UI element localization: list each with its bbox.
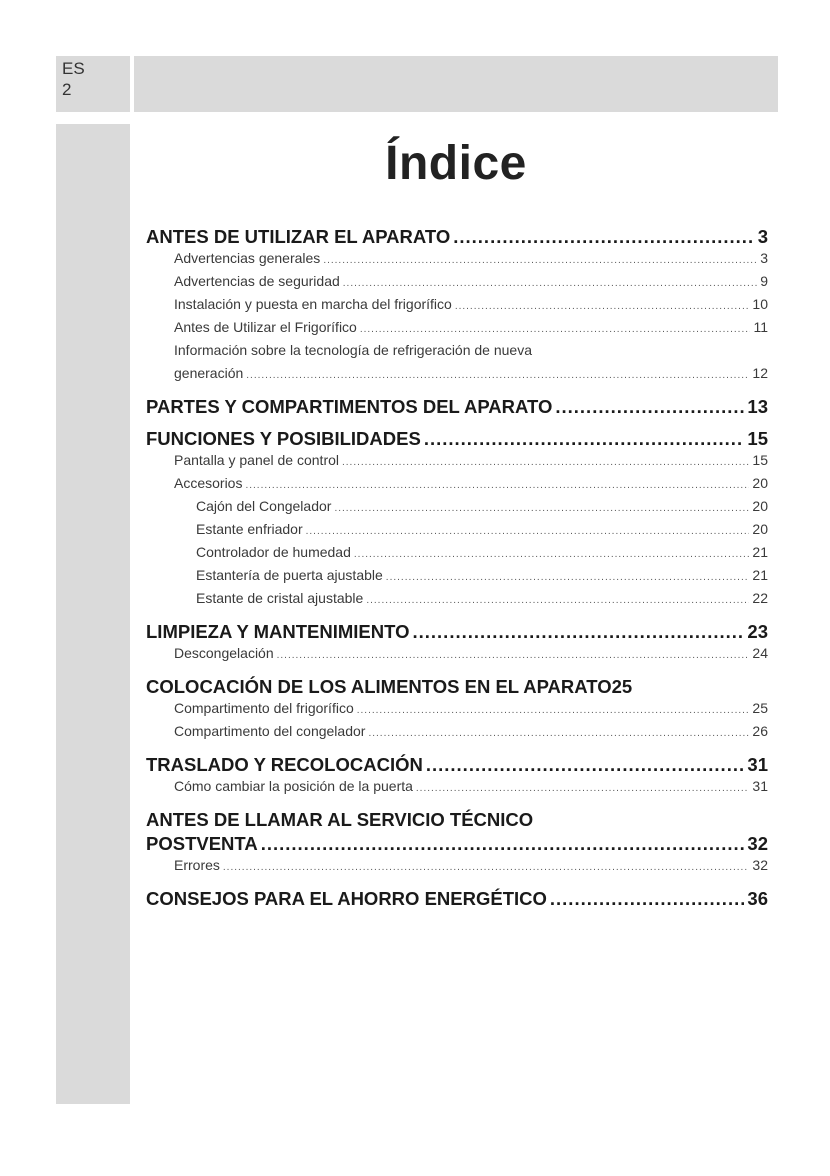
toc-leader <box>453 226 754 248</box>
toc-leader <box>555 396 744 418</box>
toc-page-number: 15 <box>752 452 768 468</box>
toc-leader <box>306 526 750 537</box>
toc-page-number: 15 <box>747 428 768 449</box>
toc-leader <box>360 324 751 335</box>
toc-entry[interactable] <box>146 723 768 746</box>
toc-section-label: COLOCACIÓN DE LOS ALIMENTOS EN EL APARATO <box>146 676 612 697</box>
toc-entry[interactable] <box>146 296 768 319</box>
toc-entry[interactable] <box>146 475 768 498</box>
toc-section-label: TRASLADO Y RECOLOCACIÓN <box>146 754 423 775</box>
toc-subentry-label: Cajón del Congelador <box>196 498 332 514</box>
toc-entry[interactable] <box>146 365 768 388</box>
toc-entry-label: Compartimento del congelador <box>174 723 366 739</box>
toc-section[interactable] <box>146 621 768 645</box>
toc-leader <box>412 621 744 643</box>
toc-page-number: 22 <box>752 590 768 606</box>
toc-section-label: POSTVENTA <box>146 833 258 854</box>
toc-section-wrapped-line[interactable]: ANTES DE LLAMAR AL SERVICIO TÉCNICO <box>146 809 534 830</box>
toc-subentry-label: Estante enfriador <box>196 521 303 537</box>
toc-section[interactable] <box>146 428 768 452</box>
toc-page-number: 32 <box>747 833 768 854</box>
toc-section[interactable] <box>146 833 768 857</box>
toc-section-label: LIMPIEZA Y MANTENIMIENTO <box>146 621 410 642</box>
toc-leader <box>323 255 757 266</box>
toc-leader <box>261 833 745 855</box>
toc-leader <box>416 783 750 794</box>
toc-page-number: 26 <box>752 723 768 739</box>
toc-page-number: 24 <box>752 645 768 661</box>
toc-entry-label: Cómo cambiar la posición de la puerta <box>174 778 413 794</box>
toc-entry-label: Errores <box>174 857 220 873</box>
toc-section[interactable] <box>146 676 768 700</box>
toc-entry[interactable] <box>146 700 768 723</box>
toc-page-number: 3 <box>757 226 768 247</box>
toc-page-number: 21 <box>752 544 768 560</box>
toc-leader <box>368 728 749 739</box>
toc-entry-label: Advertencias de seguridad <box>174 273 340 289</box>
toc-section[interactable] <box>146 754 768 778</box>
toc-subentry[interactable] <box>146 498 768 521</box>
toc-leader <box>455 301 750 312</box>
toc-entry-wrapped-line[interactable]: Información sobre la tecnología de refrigeración de nueva <box>174 342 532 358</box>
toc-leader <box>277 650 750 661</box>
toc-page-number: 23 <box>747 621 768 642</box>
toc-entry-label: Pantalla y panel de control <box>174 452 339 468</box>
toc-subentry[interactable] <box>146 521 768 544</box>
toc-leader <box>424 428 745 450</box>
toc-leader <box>342 457 749 468</box>
toc-subentry-label: Estante de cristal ajustable <box>196 590 364 606</box>
toc-section-label: CONSEJOS PARA EL AHORRO ENERGÉTICO <box>146 888 547 909</box>
toc-entry[interactable] <box>146 645 768 668</box>
toc-subentry[interactable] <box>146 544 768 567</box>
toc-subentry-label: Estantería de puerta ajustable <box>196 567 383 583</box>
toc-section-label: PARTES Y COMPARTIMENTOS DEL APARATO <box>146 396 553 417</box>
toc-page-number: 20 <box>752 475 768 491</box>
toc-leader <box>357 705 750 716</box>
toc-entry[interactable] <box>146 452 768 475</box>
toc-entry[interactable] <box>146 319 768 342</box>
toc-leader <box>354 549 750 560</box>
side-band <box>56 124 130 1104</box>
toc-entry-label: Advertencias generales <box>174 250 321 266</box>
toc-page-number: 11 <box>753 319 768 335</box>
page-number: 2 <box>62 80 72 99</box>
header-band <box>134 56 778 112</box>
page-title: Índice <box>385 137 527 190</box>
toc-leader <box>223 862 750 873</box>
toc-entry-label: Accesorios <box>174 475 243 491</box>
toc-entry[interactable] <box>146 857 768 880</box>
toc-entry[interactable] <box>146 250 768 273</box>
toc-page-number: 20 <box>752 498 768 514</box>
toc-page-number: 3 <box>760 250 768 266</box>
toc-page-number: 25 <box>611 676 633 697</box>
toc-page-number: 20 <box>752 521 768 537</box>
toc-leader <box>426 754 745 776</box>
toc-page-number: 31 <box>747 754 768 775</box>
table-of-contents <box>146 226 768 912</box>
toc-section[interactable] <box>146 226 768 250</box>
toc-entry-label: generación <box>174 365 244 381</box>
toc-entry[interactable] <box>146 273 768 296</box>
page-label <box>56 56 130 112</box>
toc-leader <box>386 572 750 583</box>
toc-page-number: 10 <box>752 296 768 312</box>
toc-leader <box>550 888 745 910</box>
toc-section-label: FUNCIONES Y POSIBILIDADES <box>146 428 421 449</box>
toc-leader <box>334 503 749 514</box>
toc-page-number: 13 <box>747 396 768 417</box>
toc-page-number: 21 <box>752 567 768 583</box>
toc-page-number: 12 <box>752 365 768 381</box>
toc-entry[interactable] <box>146 778 768 801</box>
toc-page-number: 32 <box>752 857 768 873</box>
toc-leader <box>245 480 749 491</box>
toc-entry-label: Compartimento del frigorífico <box>174 700 354 716</box>
toc-page-number: 36 <box>747 888 768 909</box>
toc-page-number: 25 <box>752 700 768 716</box>
toc-section[interactable] <box>146 396 768 420</box>
language-code: ES <box>62 59 85 78</box>
toc-subentry[interactable] <box>146 567 768 590</box>
toc-leader <box>246 370 749 381</box>
toc-leader <box>343 278 757 289</box>
toc-section[interactable] <box>146 888 768 912</box>
toc-entry-label: Instalación y puesta en marcha del frigorífico <box>174 296 452 312</box>
toc-section-label: ANTES DE UTILIZAR EL APARATO <box>146 226 451 247</box>
toc-leader <box>366 595 749 606</box>
toc-page-number: 9 <box>760 273 768 289</box>
toc-entry-label: Antes de Utilizar el Frigorífico <box>174 319 357 335</box>
toc-subentry-label: Controlador de humedad <box>196 544 351 560</box>
toc-entry-label: Descongelación <box>174 645 274 661</box>
toc-page-number: 31 <box>752 778 768 794</box>
toc-subentry[interactable] <box>146 590 768 613</box>
